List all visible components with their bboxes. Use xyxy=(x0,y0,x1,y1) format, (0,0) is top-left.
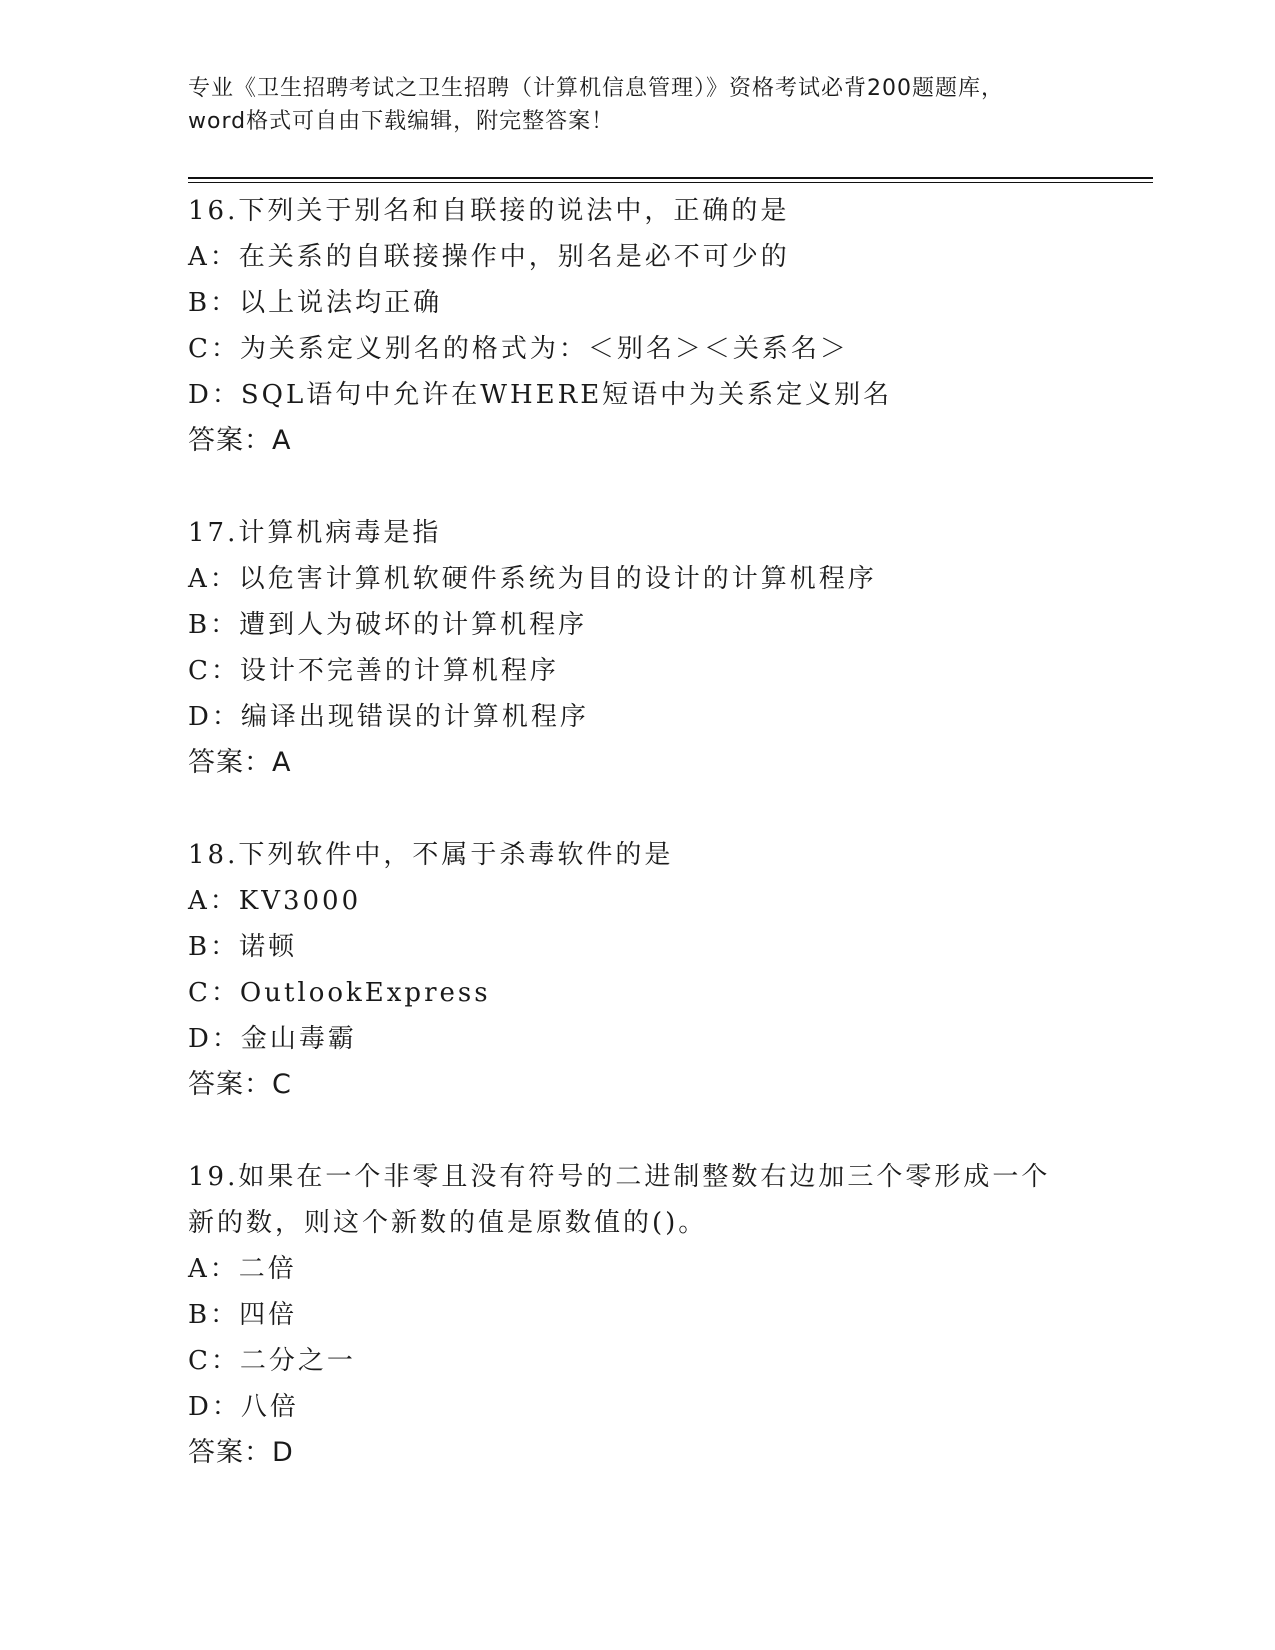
question-18 xyxy=(188,832,1088,1108)
question-stem: 17.计算机病毒是指 xyxy=(188,518,442,548)
question-stem: 16.下列关于别名和自联接的说法中，正确的是 xyxy=(188,196,790,226)
option-c: C：二分之一 xyxy=(188,1346,356,1376)
answer-line: 答案：C xyxy=(188,1069,292,1100)
question-16 xyxy=(188,188,1088,464)
option-a: A：KV3000 xyxy=(188,886,362,916)
document-header xyxy=(188,72,1088,138)
question-19 xyxy=(188,1154,1088,1476)
header-line-2: word格式可自由下载编辑，附完整答案！ xyxy=(188,109,615,134)
option-d: D：编译出现错误的计算机程序 xyxy=(188,702,589,732)
answer-line: 答案：A xyxy=(188,747,292,778)
question-list xyxy=(188,188,1088,1522)
option-c: C：OutlookExpress xyxy=(188,978,491,1008)
header-rule-top xyxy=(188,177,1153,179)
option-c: C：设计不完善的计算机程序 xyxy=(188,656,559,686)
question-17 xyxy=(188,510,1088,786)
option-a: A：二倍 xyxy=(188,1254,297,1284)
answer-line: 答案：A xyxy=(188,425,292,456)
option-d: D：SQL语句中允许在WHERE短语中为关系定义别名 xyxy=(188,380,893,410)
header-line-1: 专业《卫生招聘考试之卫生招聘（计算机信息管理）》资格考试必背200题题库， xyxy=(188,76,1004,101)
option-a: A：以危害计算机软硬件系统为目的设计的计算机程序 xyxy=(188,564,877,594)
option-d: D：八倍 xyxy=(188,1392,299,1422)
option-b: B：四倍 xyxy=(188,1300,298,1330)
option-b: B：遭到人为破坏的计算机程序 xyxy=(188,610,588,640)
question-stem: 19.如果在一个非零且没有符号的二进制整数右边加三个零形成一个新的数，则这个新数的值是原数值的()。 xyxy=(188,1162,1051,1238)
header-rule-bottom xyxy=(188,182,1153,183)
option-b: B：以上说法均正确 xyxy=(188,288,443,318)
question-stem: 18.下列软件中，不属于杀毒软件的是 xyxy=(188,840,674,870)
option-c: C：为关系定义别名的格式为：＜别名＞＜关系名＞ xyxy=(188,334,849,364)
option-a: A：在关系的自联接操作中，别名是必不可少的 xyxy=(188,242,790,272)
option-b: B：诺顿 xyxy=(188,932,298,962)
answer-line: 答案：D xyxy=(188,1437,294,1468)
option-d: D：金山毒霸 xyxy=(188,1024,357,1054)
